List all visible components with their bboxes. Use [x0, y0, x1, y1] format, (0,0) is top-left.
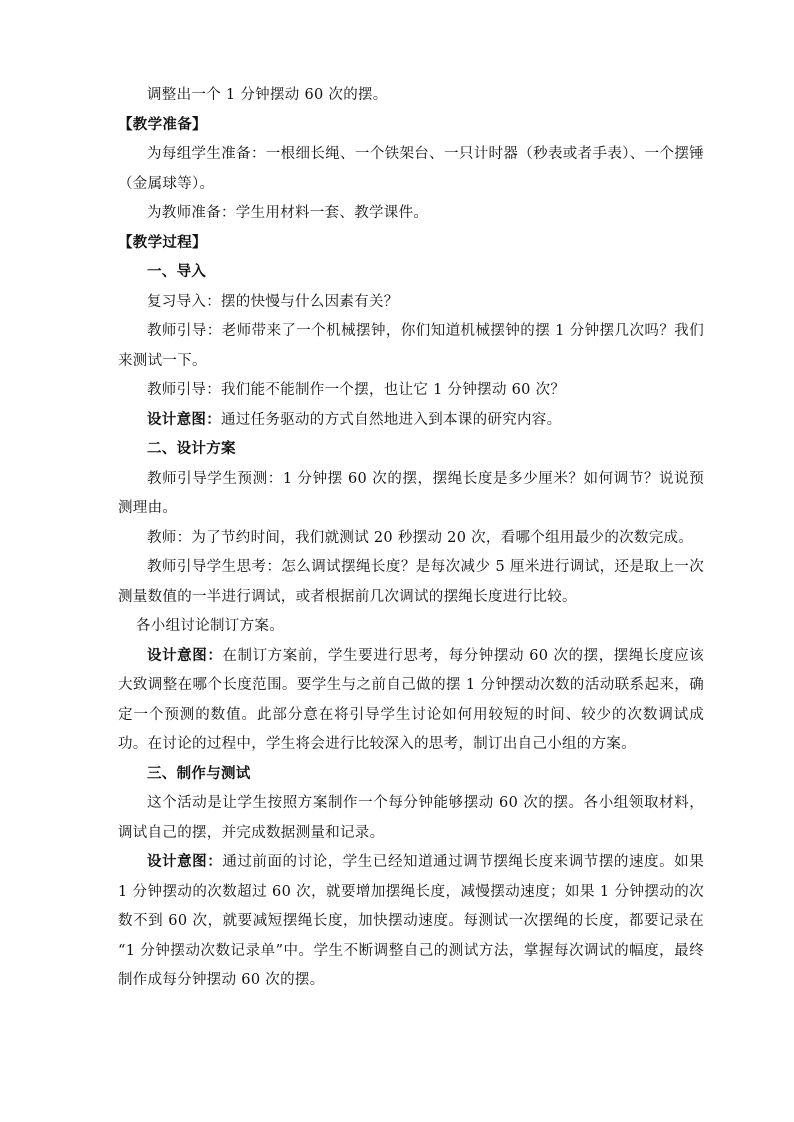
paragraph-teacher-time: 教师：为了节约时间，我们就测试 20 秒摆动 20 次，看哪个组用最少的次数完成。	[147, 529, 694, 546]
paragraph-teacher-guide-1: 教师引导：老师带来了一个机械摆钟，你们知道机械摆钟的摆 1 分钟摆几次吗？我们来测试一下。	[118, 323, 704, 369]
design-intent-label: 设计意图：	[147, 854, 223, 870]
heading-section-make-test: 三、制作与测试	[147, 765, 251, 782]
design-intent-label: 设计意图：	[147, 647, 223, 664]
paragraph-activity: 这个活动是让学生按照方案制作一个每分钟能够摆动 60 次的摆。各小组领取材料，调试自己的摆，并完成数据测量和记录。	[118, 795, 704, 841]
paragraph-prep-teacher: 为教师准备：学生用材料一套、教学课件。	[147, 205, 429, 221]
design-intent-text: 通过任务驱动的方式自然地进入到本课的研究内容。	[221, 411, 562, 428]
paragraph-teacher-guide-2: 教师引导：我们能不能制作一个摆，也让它 1 分钟摆动 60 次？	[147, 382, 566, 398]
paragraph-design-intent-2	[118, 642, 704, 760]
heading-teaching-preparation: 【教学准备】	[118, 116, 207, 133]
paragraph-review: 复习导入：摆的快慢与什么因素有关？	[147, 293, 399, 310]
heading-section-design: 二、设计方案	[147, 441, 236, 457]
paragraph-intro: 调整出一个 1 分钟摆动 60 次的摆。	[147, 87, 388, 103]
paragraph-group-discuss: 各小组讨论制订方案。	[136, 618, 284, 634]
document-body	[118, 81, 704, 996]
design-intent-text: 通过前面的讨论，学生已经知道通过调节摆绳长度来调节摆的速度。如果 1 分钟摆动的次数超过 60 次，就要增加摆绳长度，减慢摆动速度；如果 1 分钟摆动的次数不到 60 次，就要减短摆绳长度，加快摆动速度。每测试一次摆绳的长度，都要记录在 “1 分钟摆动次数记录单”中。学生不断调整自己的测试方法，掌握每次调试的幅度，最终制作成每分钟摆动 60 次的摆。	[118, 854, 704, 988]
heading-teaching-process: 【教学过程】	[118, 234, 207, 251]
design-intent-label: 设计意图：	[147, 411, 221, 428]
paragraph-prep-students: 为每组学生准备：一根细长绳、一个铁架台、一只计时器（秒表或者手表）、一个摆锤（金属球等）。	[118, 146, 704, 192]
paragraph-teacher-think: 教师引导学生思考：怎么调试摆绳长度？是每次减少 5 厘米进行调试，还是取上一次测量数值的一半进行调试，或者根据前几次调试的摆绳长度进行比较。	[118, 559, 704, 605]
paragraph-predict: 教师引导学生预测：1 分钟摆 60 次的摆，摆绳长度是多少厘米？如何调节？说说预测理由。	[118, 470, 704, 516]
paragraph-design-intent-1	[118, 406, 704, 436]
design-intent-text: 在制订方案前，学生要进行思考，每分钟摆动 60 次的摆，摆绳长度应该大致调整在哪个长度范围。要学生与之前自己做的摆 1 分钟摆动次数的活动联系起来，确定一个预测的数值。此部分意在将引导学生讨论如何用较短的时间、较少的次数调试成功。在讨论的过程中，学生将会进行比较深入的思考，制订出自己小组的方案。	[118, 647, 704, 752]
heading-section-intro: 一、导入	[147, 264, 207, 280]
paragraph-design-intent-3	[118, 848, 704, 996]
